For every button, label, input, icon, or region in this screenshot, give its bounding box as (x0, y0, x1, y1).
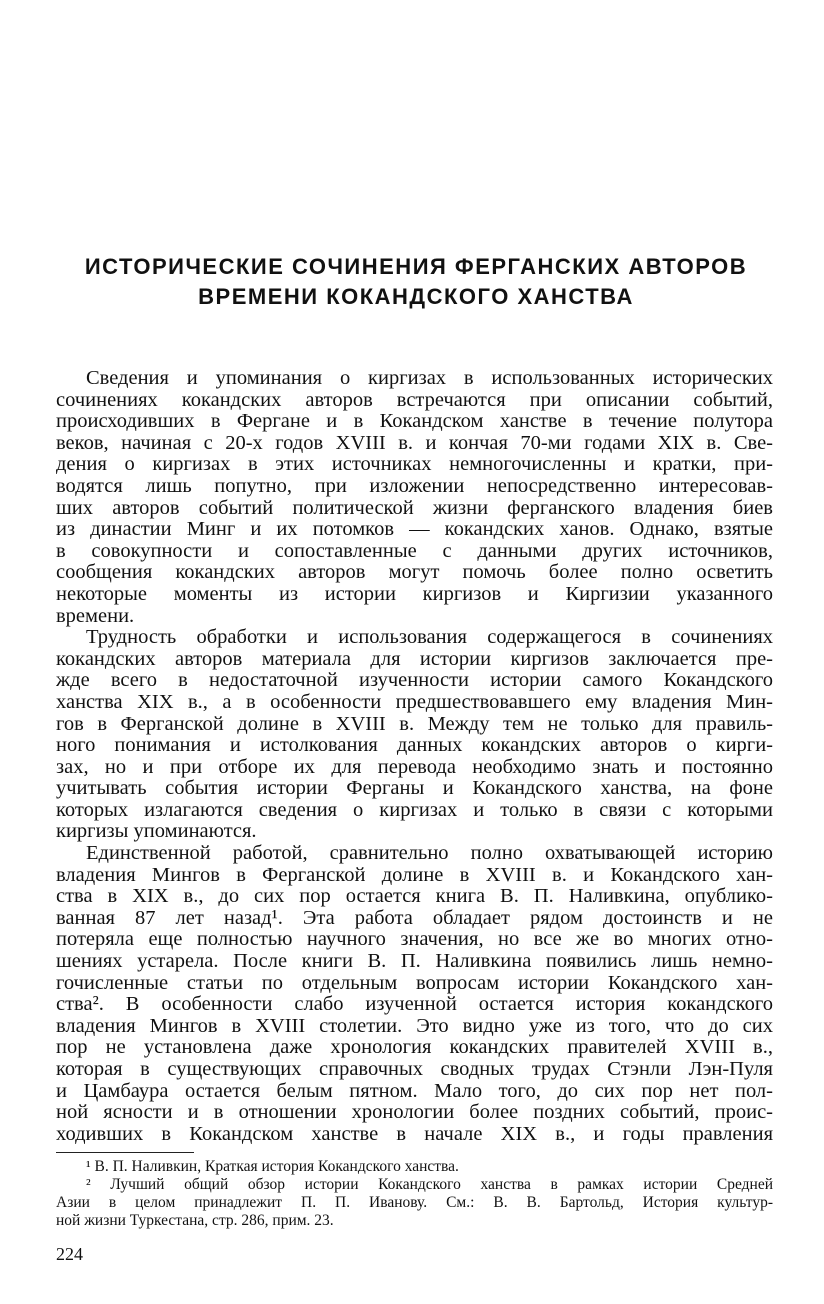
text-line: Единственной работой, сравнительно полно охватывающей историю (86, 843, 773, 865)
text-line: веков, начиная с 20-х годов XVIII в. и кончая 70-ми годами XIX в. Све- (56, 432, 773, 454)
paragraph-3 (56, 843, 773, 1145)
text-line: сообщения кокандских авторов могут помочь более полно осветить (56, 562, 773, 584)
chapter-title-line-2: ВРЕМЕНИ КОКАНДСКОГО ХАНСТВА (198, 284, 634, 309)
text-line: кокандских авторов материала для истории киргизов заключается пре- (56, 648, 773, 670)
text-line: ного понимания и истолкования данных кокандских авторов о кирги- (56, 735, 773, 757)
text-line: владения Мингов в Ферганской долине в XVIII в. и Кокандского хан- (56, 864, 773, 886)
chapter-title-line-1: ИСТОРИЧЕСКИЕ СОЧИНЕНИЯ ФЕРГАНСКИХ АВТОРОВ (84, 254, 748, 279)
text-line: гочисленные статьи по отдельным вопросам истории Кокандского хан- (56, 972, 773, 994)
chapter-title (56, 252, 776, 312)
text-line: ханства XIX в., а в особенности предшествовавшего ему владения Мин- (56, 691, 773, 713)
text-line: дения о киргизах в этих источниках немногочисленны и кратки, при- (56, 454, 773, 476)
footnote-line: ² Лучший общий обзор истории Кокандского ханства в рамках истории Средней (86, 1176, 773, 1193)
text-line: из династии Минг и их потомков — кокандских ханов. Однако, взятые (56, 519, 773, 541)
text-line: которых излагаются сведения о киргизах и только в связи с которыми (56, 799, 773, 821)
text-line: владения Мингов в XVIII столетии. Это видно уже из того, что до сих (56, 1015, 773, 1037)
paragraph-1 (56, 368, 773, 627)
footnote-line: Азии в целом принадлежит П. П. Иванову. См.: В. В. Бартольд, История культур- (56, 1194, 773, 1211)
footnote-line: ¹ В. П. Наливкин, Краткая история Кокандского ханства. (86, 1158, 459, 1175)
footnote-1 (56, 1158, 773, 1176)
text-line: ших авторов событий политической жизни ферганского владения биев (56, 497, 773, 519)
text-line: Трудность обработки и использования содержащегося в сочинениях (86, 627, 773, 649)
page-number: 224 (56, 1244, 83, 1264)
text-line: в совокупности и сопоставленные с данными других источников, (56, 540, 773, 562)
text-line: и Цамбаура остается белым пятном. Мало того, до сих пор нет пол- (56, 1080, 773, 1102)
text-line: некоторые моменты из истории киргизов и Киргизии указанного (56, 583, 773, 605)
text-line: пор не установлена даже хронология кокандских правителей XVIII в., (56, 1037, 773, 1059)
text-line: зах, но и при отборе их для перевода необходимо знать и постоянно (56, 756, 773, 778)
text-line: ства². В особенности слабо изученной остается история кокандского (56, 994, 773, 1016)
text-line: которая в существующих справочных сводных трудах Стэнли Лэн-Пуля (56, 1059, 773, 1080)
body-text (56, 368, 773, 1145)
text-line: ванная 87 лет назад¹. Эта работа обладает рядом достоинств и не (56, 907, 773, 929)
text-line: жде всего в недостаточной изученности истории самого Кокандского (56, 670, 773, 692)
footnote-divider (56, 1152, 194, 1153)
text-line: сочинениях кокандских авторов встречаются при описании событий, (56, 389, 773, 411)
text-line: гов в Ферганской долине в XVIII в. Между тем не только для правиль- (56, 713, 773, 735)
text-line: ства в XIX в., до сих пор остается книга В. П. Наливкина, опублико- (56, 886, 773, 908)
text-line: ной ясности и в отношении хронологии более поздних событий, проис- (56, 1102, 773, 1124)
footnote-line: ной жизни Туркестана, стр. 286, прим. 23. (56, 1212, 334, 1229)
text-line: Сведения и упоминания о киргизах в использованных исторических (86, 368, 773, 389)
text-line: происходивших в Фергане и в Кокандском ханстве в течение полутора (56, 411, 773, 433)
text-line: киргизы упоминаются. (56, 821, 257, 843)
footnotes (56, 1158, 773, 1230)
text-line: потеряла еще полностью научного значения, но все же во многих отно- (56, 929, 773, 951)
text-line: водятся лишь попутно, при изложении непосредственно интересовав- (56, 475, 773, 497)
text-line: учитывать события истории Ферганы и Кокандского ханства, на фоне (56, 778, 773, 800)
text-line: ходивших в Кокандском ханстве в начале XIX в., и годы правления (56, 1123, 773, 1145)
footnote-2 (56, 1176, 773, 1230)
text-line: шениях устарела. После книги В. П. Наливкина появились лишь немно- (56, 951, 773, 973)
paragraph-2 (56, 627, 773, 843)
text-line: времени. (56, 605, 135, 627)
